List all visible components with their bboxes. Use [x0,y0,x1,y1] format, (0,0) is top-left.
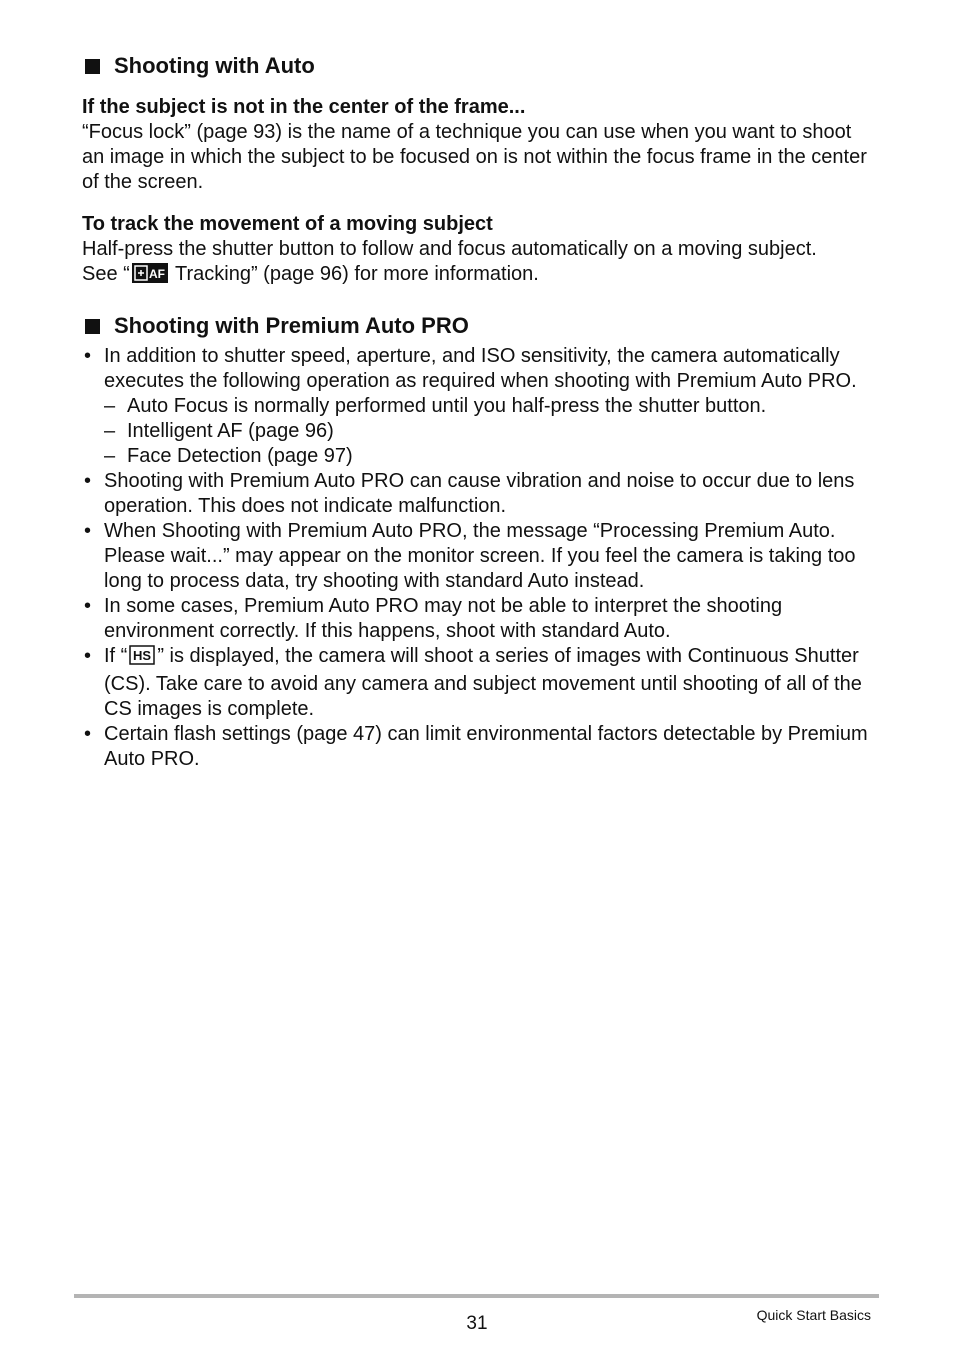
section-heading-shooting-with-auto [82,52,872,80]
paragraph-focus-lock: “Focus lock” (page 93) is the name of a technique you can use when you want to shoot an image in which the subject to be focused on is not within the focus frame in the center of the screen. [82,121,867,193]
page-number: 31 [466,1313,488,1334]
svg-text:AF: AF [148,267,165,281]
sub-list [104,394,872,469]
tracking-af-icon [132,263,168,290]
section-title: Shooting with Auto [114,53,315,78]
list-item: • When Shooting with Premium Auto PRO, the message “Processing Premium Auto. Please wait...” may appear on the monitor screen. If you feel the camera is taking too long to process data, try shooting with standard Auto instead. [84,520,856,592]
section-heading-premium-auto-pro [82,312,872,340]
list-item: • Certain flash settings (page 47) can limit environmental factors detectable by Premium Auto PRO. [84,723,868,770]
list-item: • In some cases, Premium Auto PRO may not be able to interpret the shooting environment correctly. If this happens, shoot with standard Auto. [84,595,783,642]
premium-auto-bullet-list [82,344,872,772]
section-title: Shooting with Premium Auto PRO [114,313,469,338]
footer-section-label: Quick Start Basics [756,1307,871,1323]
page-content [82,52,872,772]
list-item: • In addition to shutter speed, aperture, and ISO sensitivity, the camera automatically executes the following operation as required when shooting with Premium Auto PRO. – Auto Focus is normally performed until you half-press the shutter button. – Intelligent AF (page 96) – Face Detection (page 97) [82,344,872,469]
subheading-subject-not-centered: If the subject is not in the center of the frame... [82,96,526,118]
hs-continuous-shutter-icon [129,645,155,672]
square-bullet-icon [85,59,100,74]
tracking-text-line1: Half-press the shutter button to follow and focus automatically on a moving subject. [82,238,817,260]
paragraph-tracking [82,237,872,290]
list-item: • If “ HS ” is displayed, the camera will shoot a series of images with Continuous Shutter (CS). Take care to avoid any camera and subject movement until shooting of all of the CS images is complete. [84,645,862,720]
footer-divider [74,1294,879,1298]
sub-list-item: – Intelligent AF (page 96) [104,420,334,442]
sub-list-item: – Face Detection (page 97) [104,445,353,467]
list-item: • Shooting with Premium Auto PRO can cause vibration and noise to occur due to lens operation. This does not indicate malfunction. [84,470,855,517]
subheading-track-moving-subject: To track the movement of a moving subject [82,213,493,235]
sub-list-item: – Auto Focus is normally performed until you half-press the shutter button. [104,395,767,417]
tracking-text-pre: See “ [82,263,130,285]
svg-text:HS: HS [133,648,152,663]
tracking-text-post: Tracking” (page 96) for more information. [169,263,539,285]
square-bullet-icon [85,319,100,334]
